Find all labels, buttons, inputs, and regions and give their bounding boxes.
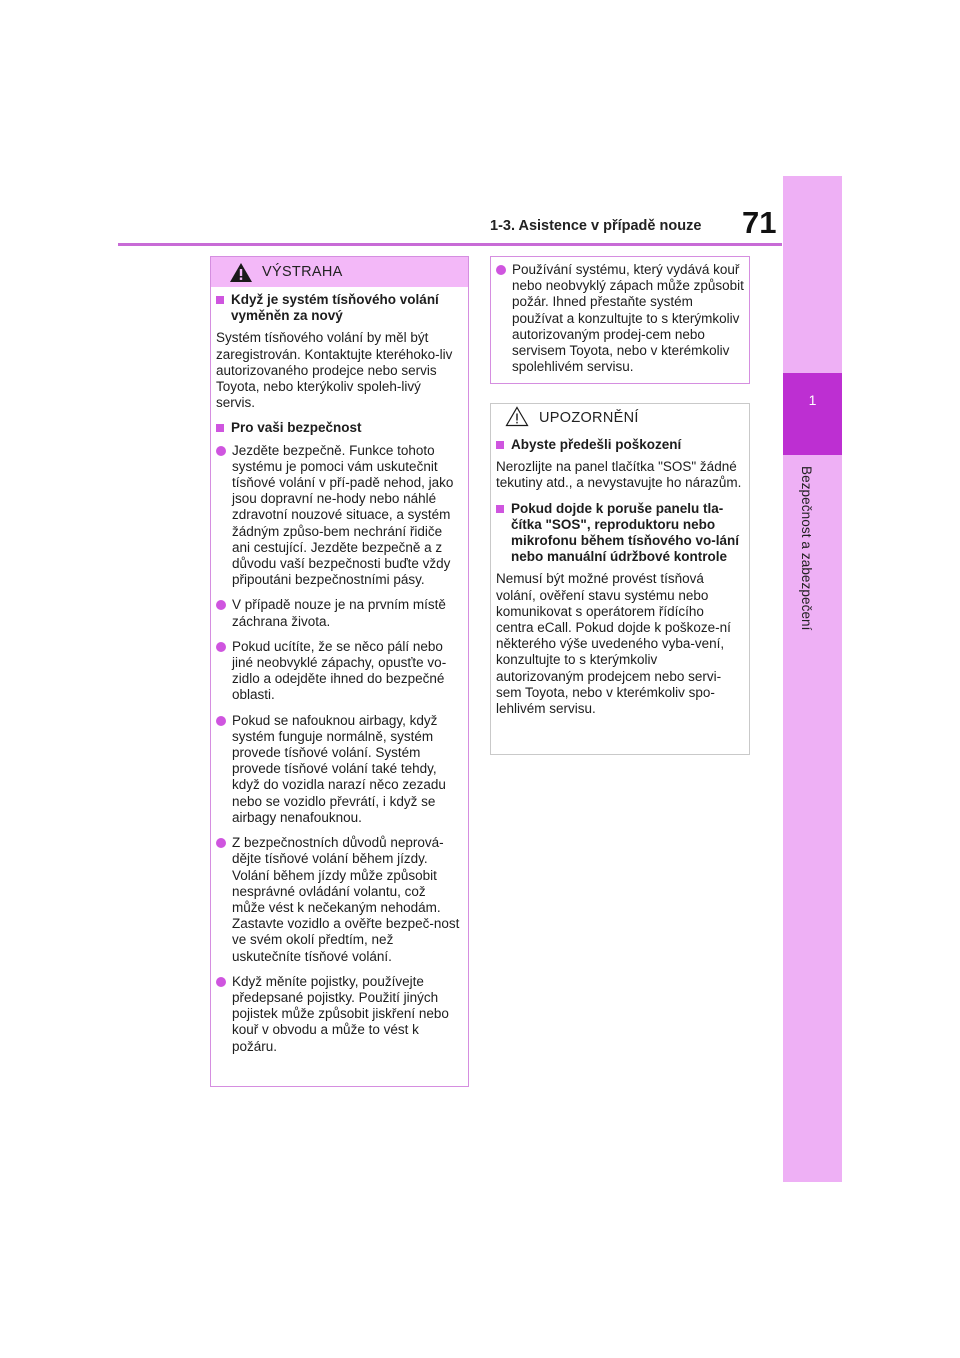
list-item: Když měníte pojistky, používejte předepsané pojistky. Použití jiných pojistek může způsobit jiskření nebo kouř v obvodu a může to vést k požáru.	[214, 974, 462, 1055]
round-bullet-icon	[216, 716, 226, 726]
list-item: Používání systému, který vydává kouř nebo neobvyklý zápach může způsobit požár. Ihned přestaňte systém používat a konzultujte to s kterýmkoliv autorizovaným prodej-cem nebo servisem Toyota, nebo v kterémkoliv spolehlivém servisu.	[494, 262, 744, 375]
square-bullet-icon	[216, 296, 224, 304]
round-bullet-icon	[216, 838, 226, 848]
chapter-number-box	[783, 373, 842, 455]
section-title: 1-3. Asistence v případě nouze	[490, 218, 702, 234]
square-bullet-icon	[496, 505, 504, 513]
square-bullet-icon	[496, 441, 504, 449]
warning-content	[214, 292, 462, 1055]
header-rule	[118, 243, 782, 246]
notice-title: UPOZORNĚNÍ	[539, 410, 639, 426]
warning-heading: Pro vaši bezpečnost	[214, 420, 462, 436]
list-item: Z bezpečnostních důvodů neprová-dějte tísňové volání během jízdy. Volání během jízdy může způsobit nesprávné ovládání volantu, což může vést k nečekaným nehodám. Zastavte vozidlo a ověřte bezpeč-nost ve svém okolí předtím, než uskutečníte tísňové volání.	[214, 835, 462, 965]
chapter-title: Bezpečnost a zabezpečení	[799, 466, 814, 631]
warning-continued-content	[494, 262, 744, 375]
notice-content	[494, 437, 744, 717]
notice-heading: Pokud dojde k poruše panelu tla-čítka "SOS", reproduktoru nebo mikrofonu během tísňového vo-lání nebo manuální údržbové kontrole	[494, 501, 744, 566]
round-bullet-icon	[496, 265, 506, 275]
square-bullet-icon	[216, 424, 224, 432]
notice-paragraph: Nerozlijte na panel tlačítka "SOS" žádné tekutiny atd., a nevystavujte ho nárazům.	[496, 459, 742, 491]
round-bullet-icon	[216, 977, 226, 987]
chapter-number: 1	[808, 392, 817, 408]
warning-paragraph: Systém tísňového volání by měl být zaregistrován. Kontaktujte kteréhoko-liv autorizovaného prodejce nebo servis Toyota, nebo kterýkoliv spoleh-livý servis.	[216, 330, 453, 411]
warning-heading: Když je systém tísňového volání vyměněn za nový	[214, 292, 462, 324]
notice-heading: Abyste předešli poškození	[494, 437, 744, 453]
warning-triangle-icon	[229, 262, 253, 283]
list-item: V případě nouze je na prvním místě záchrana života.	[214, 597, 462, 629]
list-item: Jezděte bezpečně. Funkce tohoto systému je pomoci vám uskutečnit tísňové volání v pří-padě nehod, jako jsou dopravní ne-hody nebo náhlé zdravotní nouzové situace, a systém žádným způso-bem nechrání řidiče ani cestující. Jezděte bezpečně a z důvodu vaší bezpečnosti buďte vždy připoutáni bezpečnostními pásy.	[214, 443, 462, 589]
round-bullet-icon	[216, 642, 226, 652]
notice-paragraph: Nemusí být možné provést tísňová volání, ověření stavu systému nebo komunikovat s operátorem řídícího centra eCall. Pokud dojde k poškoze-ní některého výše uvedeného vyba-vení, konzultujte to s kterýmkoliv autorizovaným prodejcem nebo servi-sem Toyota, nebo v kterémkoliv spo-lehlivém servisu.	[496, 571, 731, 717]
list-item: Pokud se nafouknou airbagy, když systém funguje normálně, systém provede tísňové volání. Systém provede tísňové volání také tehdy, když do vozidla narazí něco zezadu nebo se vozidlo převrátí, i když se airbagy nenafouknou.	[214, 713, 462, 826]
list-item: Pokud ucítíte, že se něco pálí nebo jiné neobvyklé zápachy, opusťte vo-zidlo a odejděte ihned do bezpečné oblasti.	[214, 639, 462, 704]
round-bullet-icon	[216, 600, 226, 610]
caution-triangle-icon	[505, 406, 529, 427]
page-number: 71	[742, 205, 777, 240]
round-bullet-icon	[216, 446, 226, 456]
warning-title: VÝSTRAHA	[262, 264, 343, 280]
